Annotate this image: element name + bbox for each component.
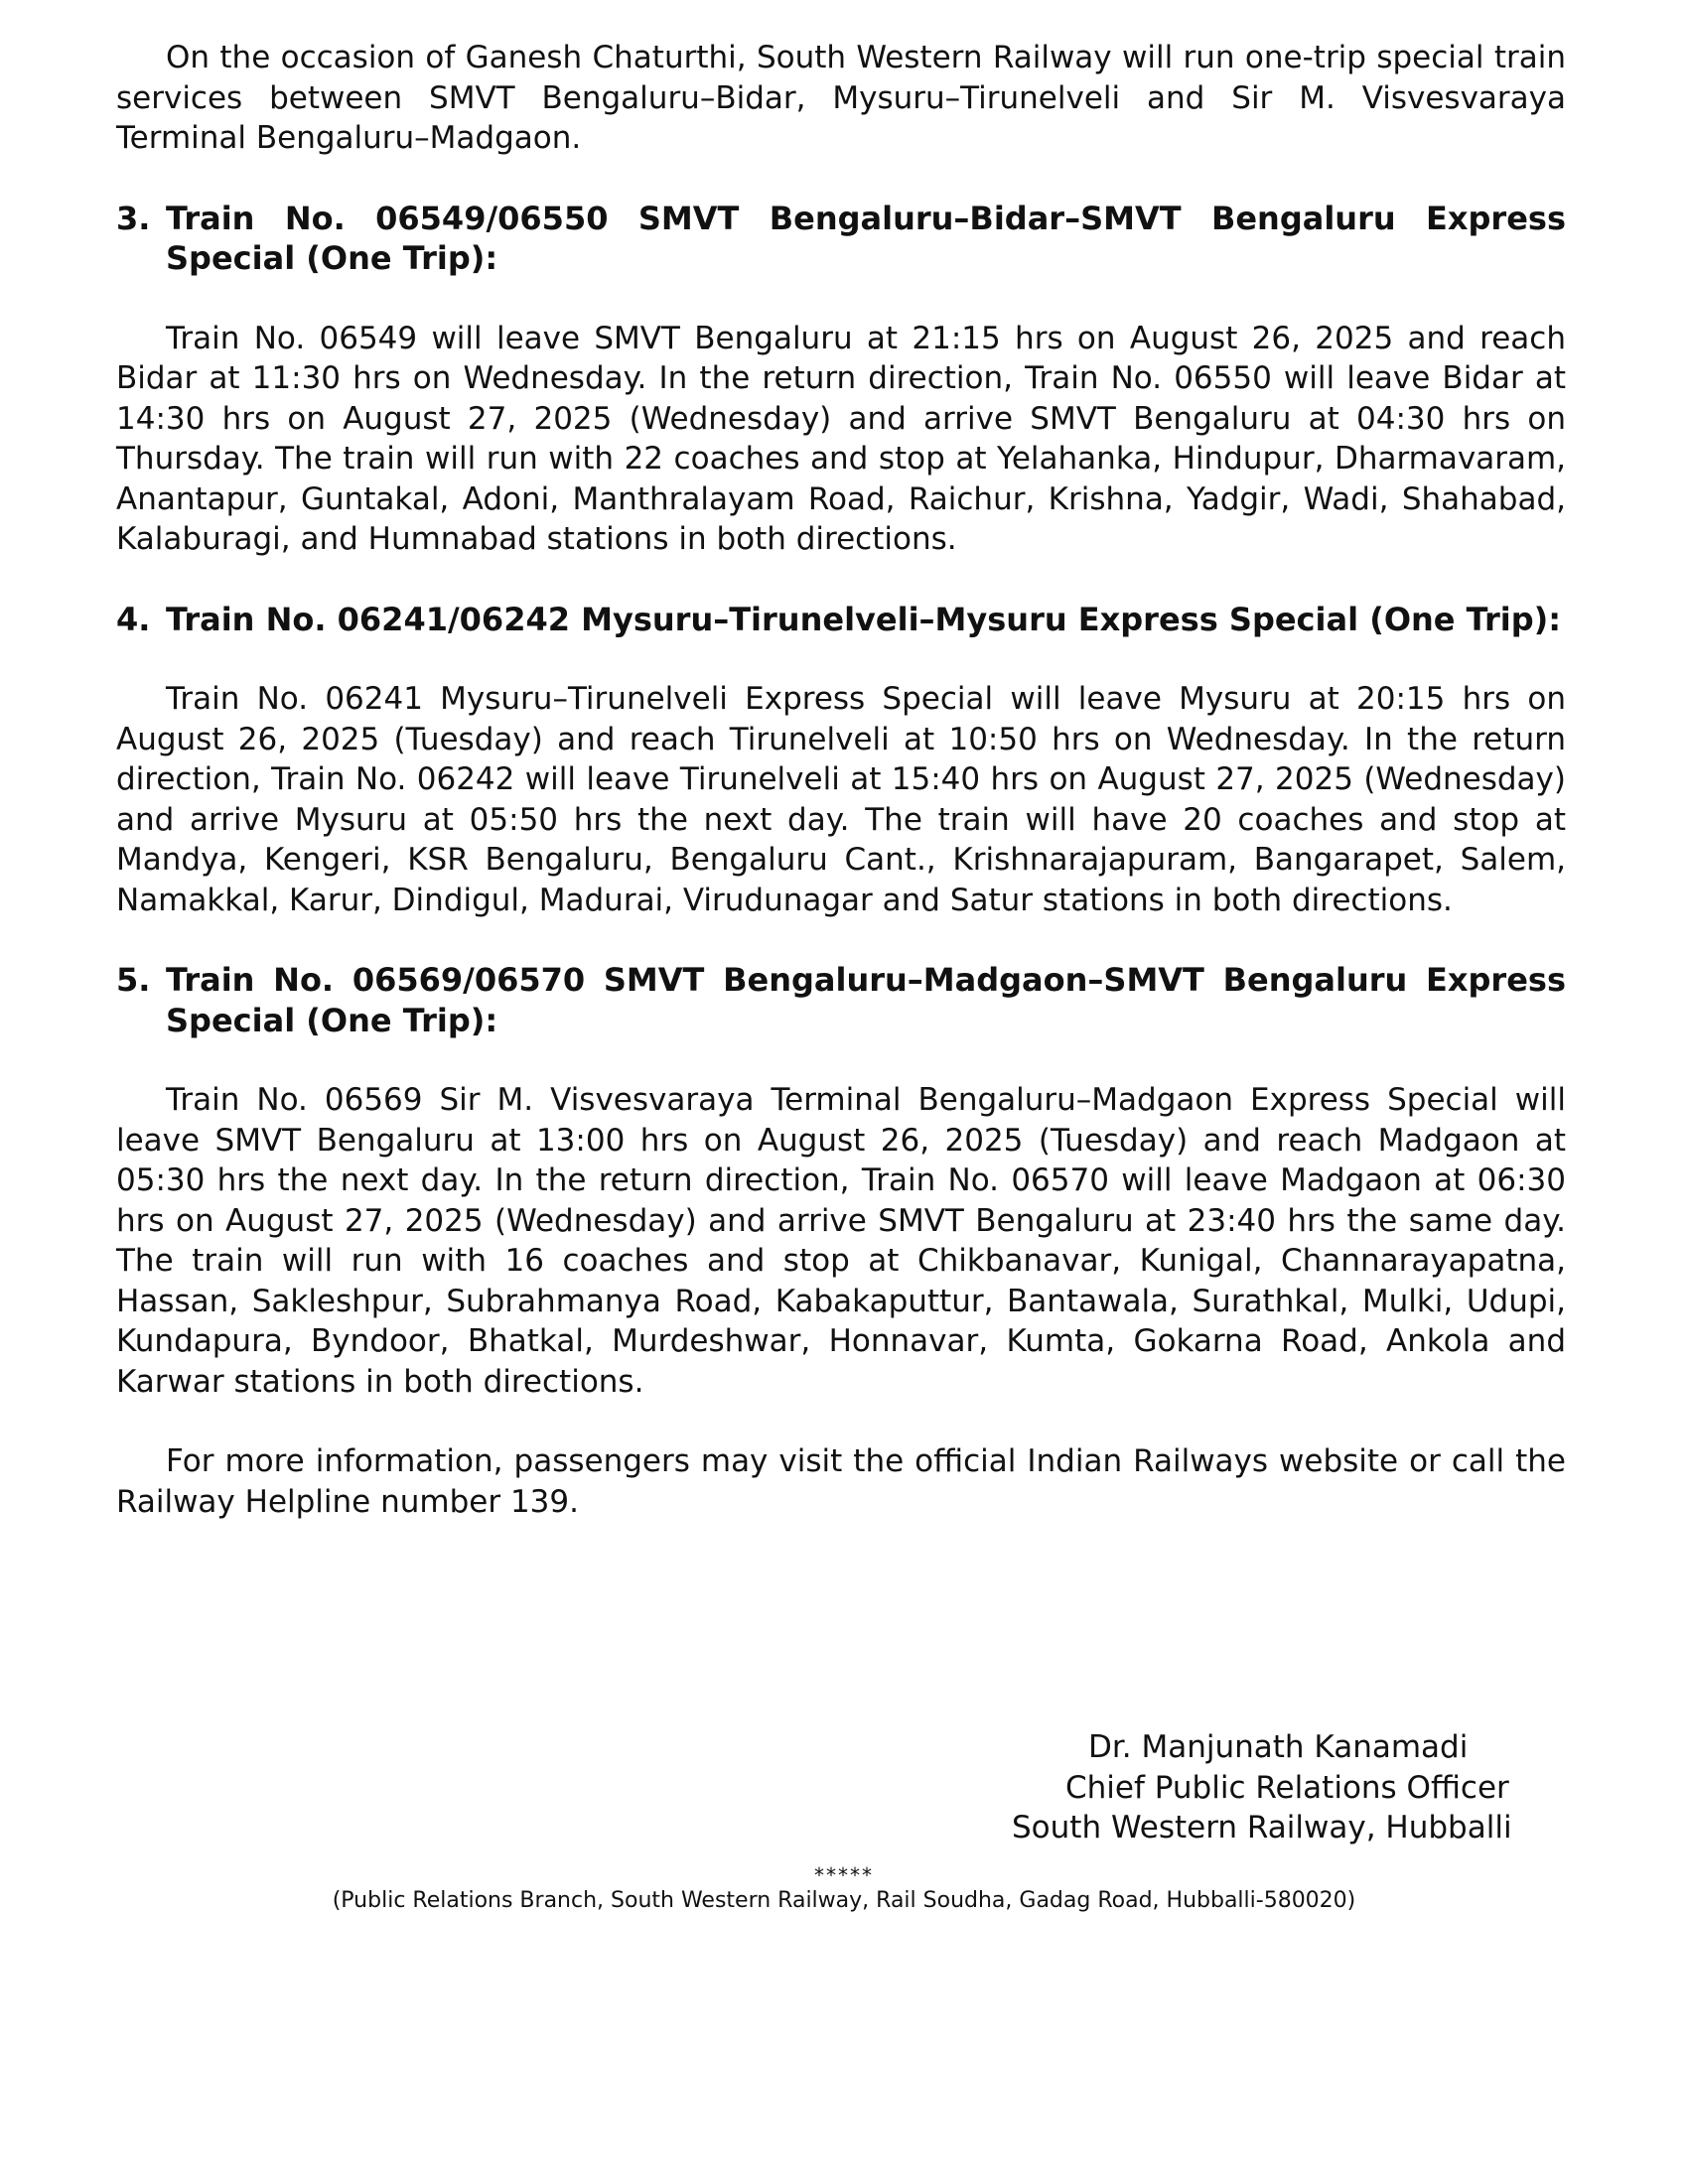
section-body-3: Train No. 06549 will leave SMVT Bengaluru at 21:15 hrs on August 26, 2025 and reach Bidar at 11:30 hrs on Wednesday. In the return direction, Train No. 06550 will leave Bidar at 14:30 hrs on August 27, 2025 (Wednesday) and arrive SMVT Bengaluru at 04:30 hrs on Thursday. The train will run with 22 coaches and stop at Yelahanka, Hindupur, Dharmavaram, Anantapur, Guntakal, Adoni, Manthralayam Road, Raichur, Krishna, Yadgir, Wadi, Shahabad, Kalaburagi, and Humnabad stations in both directions. xyxy=(116,320,1566,557)
signatory-organization: South Western Railway, Hubballi xyxy=(1012,1810,1512,1845)
section-heading-4 xyxy=(116,600,1566,640)
signatory-title: Chief Public Relations Officer xyxy=(1065,1769,1509,1806)
section-number: 3. xyxy=(116,199,151,237)
intro-paragraph: On the occasion of Ganesh Chaturthi, South Western Railway will run one-trip special train services between SMVT Bengaluru–Bidar, Mysuru–Tirunelveli and Sir M. Visvesvaraya Terminal Bengaluru–Madgaon. xyxy=(116,40,1566,156)
section-body-4: Train No. 06241 Mysuru–Tirunelveli Express Special will leave Mysuru at 20:15 hrs on August 26, 2025 (Tuesday) and reach Tirunelveli at 10:50 hrs on Wednesday. In the return direction, Train No. 06242 will leave Tirunelveli at 15:40 hrs on August 27, 2025 (Wednesday) and arrive Mysuru at 05:50 hrs the next day. The train will have 20 coaches and stop at Mandya, Kengeri, KSR Bengaluru, Bengaluru Cant., Krishnarajapuram, Bangarapet, Salem, Namakkal, Karur, Dindigul, Madurai, Virudunagar and Satur stations in both directions. xyxy=(116,681,1566,918)
signature-block xyxy=(1003,1727,1559,1848)
press-release-body xyxy=(116,38,1566,1522)
section-heading-5 xyxy=(116,960,1566,1040)
section-title: Train No. 06241/06242 Mysuru–Tirunelveli–Mysuru Express Special (One Trip): xyxy=(166,600,1562,638)
section-title: Train No. 06549/06550 SMVT Bengaluru–Bidar–SMVT Bengaluru Express Special (One Trip): xyxy=(166,199,1566,277)
section-number: 5. xyxy=(116,961,151,999)
section-title: Train No. 06569/06570 SMVT Bengaluru–Madgaon–SMVT Bengaluru Express Special (One Trip): xyxy=(166,961,1566,1039)
section-heading-3 xyxy=(116,199,1566,279)
footer-address: (Public Relations Branch, South Western Railway, Rail Soudha, Gadag Road, Hubballi-580020) xyxy=(332,1888,1356,1913)
closing-paragraph: For more information, passengers may visit the official Indian Railways website or call the Railway Helpline number 139. xyxy=(116,1443,1566,1520)
section-body-5: Train No. 06569 Sir M. Visvesvaraya Terminal Bengaluru–Madgaon Express Special will leave SMVT Bengaluru at 13:00 hrs on August 26, 2025 (Tuesday) and reach Madgaon at 05:30 hrs the next day. In the return direction, Train No. 06570 will leave Madgaon at 06:30 hrs on August 27, 2025 (Wednesday) and arrive SMVT Bengaluru at 23:40 hrs the same day. The train will run with 16 coaches and stop at Chikbanavar, Kunigal, Channarayapatna, Hassan, Sakleshpur, Subrahmanya Road, Kabakaputtur, Bantawala, Surathkal, Mulki, Udupi, Kundapura, Byndoor, Bhatkal, Murdeshwar, Honnavar, Kumta, Gokarna Road, Ankola and Karwar stations in both directions. xyxy=(116,1082,1566,1400)
section-number: 4. xyxy=(116,600,151,638)
separator-stars: ***** xyxy=(814,1863,874,1887)
signatory-name: Dr. Manjunath Kanamadi xyxy=(1088,1729,1469,1765)
